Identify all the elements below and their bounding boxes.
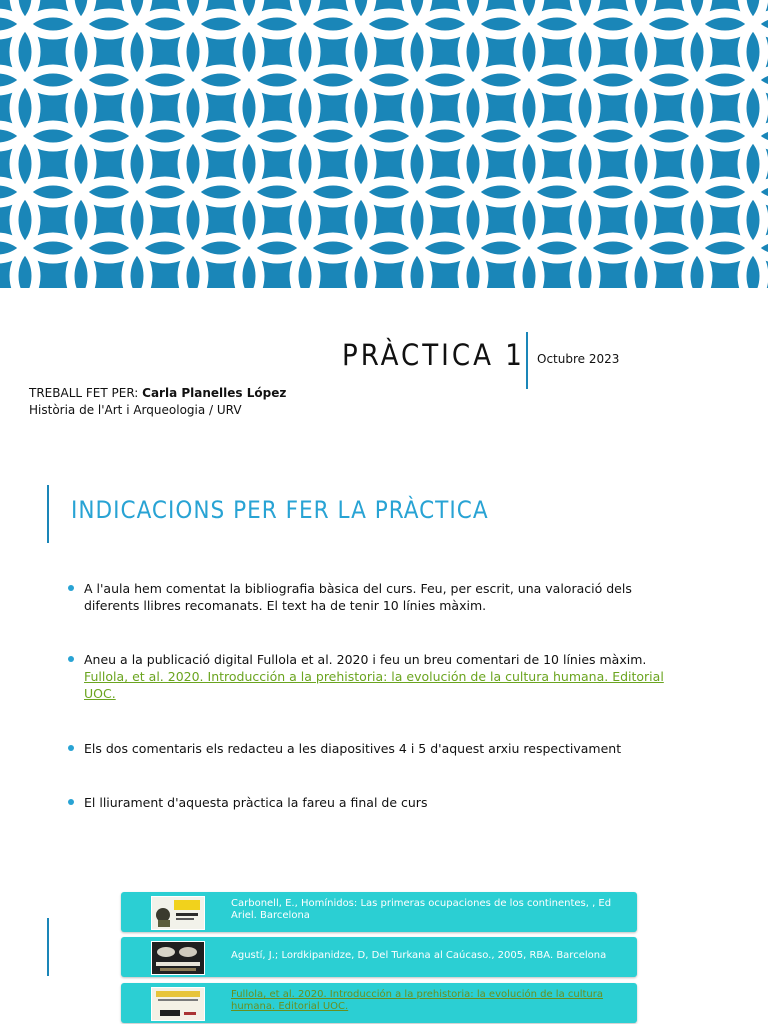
- instructions-heading: INDICACIONS PER FER LA PRÀCTICA: [71, 496, 489, 524]
- date-label: Octubre 2023: [537, 352, 620, 366]
- reference-text: Agustí, J.; Lordkipanidze, D, Del Turkana al Caúcaso., 2005, RBA. Barcelona: [231, 950, 607, 961]
- book-cover-thumbnail: [151, 896, 205, 930]
- publication-link[interactable]: Fullola, et al. 2020. Introducción a la prehistoria: la evolución de la cultura humana. Editorial UOC.: [84, 669, 664, 701]
- author-prefix: TREBALL FET PER:: [29, 386, 143, 400]
- reference-text: Carbonell, E., Homínidos: Las primeras ocupaciones de los continentes, , Ed Ariel. Barcelona: [231, 898, 612, 921]
- reference-card: [121, 937, 637, 977]
- book-cover-icon: [152, 897, 204, 929]
- reference-card: [121, 892, 637, 932]
- bullet-icon: [68, 799, 74, 805]
- author-name: Carla Planelles López: [142, 386, 287, 400]
- reference-card: [121, 983, 637, 1023]
- decorative-pattern-banner: [0, 0, 768, 288]
- bullet-text: A l'aula hem comentat la bibliografia bàsica del curs. Feu, per escrit, una valoració dels diferents llibres recomanats. El text ha de tenir 10 línies màxim.: [84, 581, 632, 613]
- book-cover-icon: [152, 942, 204, 974]
- bullet-icon: [68, 656, 74, 662]
- circle-lattice-pattern: [0, 0, 768, 288]
- page-title: PRÀCTICA 1: [342, 338, 525, 372]
- course-label: Història de l'Art i Arqueologia / URV: [29, 403, 242, 417]
- list-item: [84, 740, 684, 757]
- bullet-text: Aneu a la publicació digital Fullola et al. 2020 i feu un breu comentari de 10 línies màxim.: [84, 652, 647, 667]
- reference-link[interactable]: Fullola, et al. 2020. Introducción a la prehistoria: la evolución de la cultura humana. Editorial UOC.: [231, 989, 604, 1012]
- heading-accent-bar: [47, 485, 49, 543]
- book-cover-icon: [152, 988, 204, 1020]
- book-cover-thumbnail: [151, 941, 205, 975]
- section-accent-bar: [47, 918, 49, 976]
- title-divider: [526, 332, 528, 389]
- bullet-text: Els dos comentaris els redacteu a les diapositives 4 i 5 d'aquest arxiu respectivament: [84, 741, 622, 756]
- bullet-text: El lliurament d'aquesta pràctica la fareu a final de curs: [84, 795, 428, 810]
- list-item: [84, 651, 684, 702]
- bullet-icon: [68, 585, 74, 591]
- list-item: [84, 794, 684, 811]
- list-item: [84, 580, 684, 614]
- bullet-icon: [68, 745, 74, 751]
- author-line: [29, 386, 286, 400]
- book-cover-thumbnail: [151, 987, 205, 1021]
